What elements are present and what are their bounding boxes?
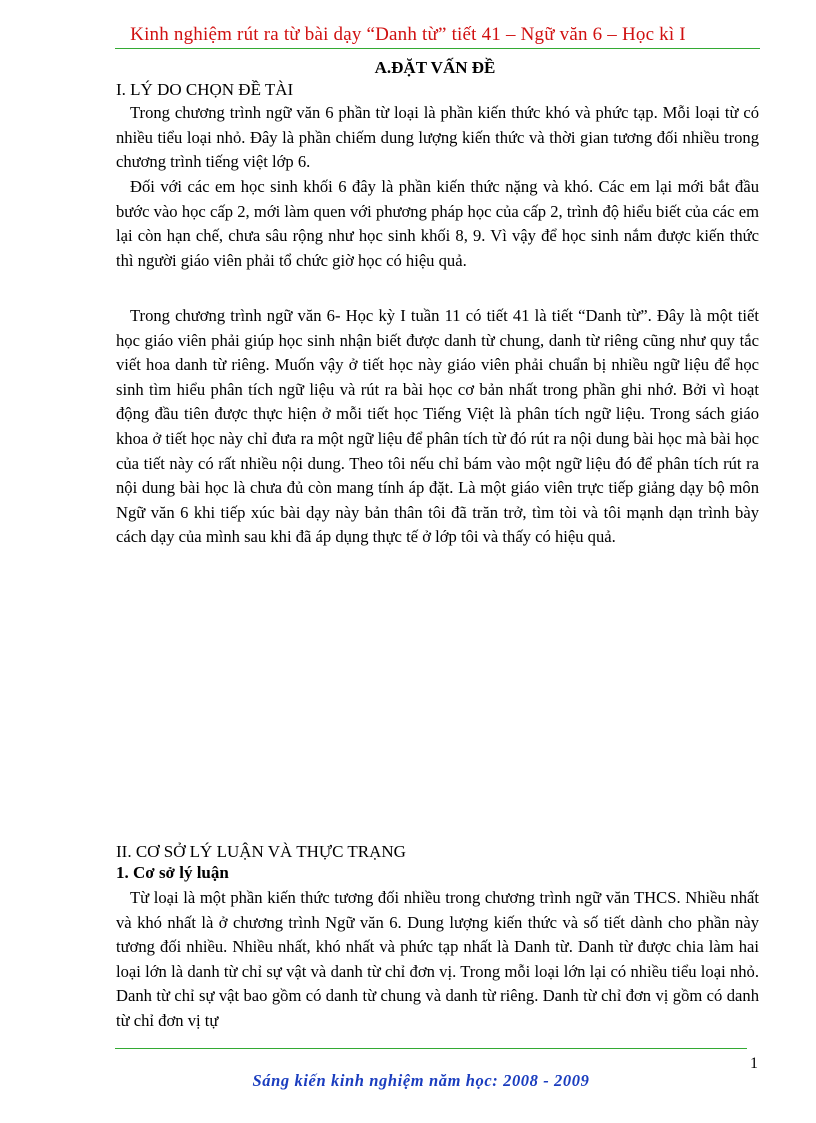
running-footer: Sáng kiến kinh nghiệm năm học: 2008 - 2009 [252,1071,590,1090]
part2-heading: II. CƠ SỞ LÝ LUẬN VÀ THỰC TRẠNG [116,842,406,861]
paragraph-2: Đối với các em học sinh khối 6 đây là phần kiến thức nặng và khó. Các em lại mới bắt đầu bước vào học cấp 2, mới làm quen với phương pháp học của cấp 2, trình độ hiểu biết của các em lại còn hạn chế, chưa sâu rộng như học sinh khối 8, 9. Vì vậy để học sinh nắm được kiến thức thì người giáo viên phải tổ chức giờ học có hiệu quả. [116,177,759,270]
running-header: Kinh nghiệm rút ra từ bài dạy “Danh từ” tiết 41 – Ngữ văn 6 – Học kì I [130,24,686,45]
paragraph-3: Trong chương trình ngữ văn 6- Học kỳ I tuần 11 có tiết 41 là tiết “Danh từ”. Đây là một tiết học giáo viên phải giúp học sinh nhận biết được danh từ chung, danh từ riêng cũng như quy tắc viết hoa danh từ riêng. Muốn vậy ở tiết học này giáo viên phải chuẩn bị nhiều ngữ liệu để học sinh tìm hiểu phân tích ngữ liệu và rút ra bài học cơ bản nhất trong phần ghi nhớ. Bởi vì hoạt động đầu tiên được thực hiện ở mỗi tiết học Tiếng Việt là phân tích ngữ liệu. Trong sách giáo khoa ở tiết học này chỉ đưa ra một ngữ liệu để phân tích từ đó rút ra nội dung bài học mà bài học của tiết này có rất nhiều nội dung. Theo tôi nếu chỉ bám vào một ngữ liệu đó để phân tích rút ra nội dung bài học là chưa đủ còn mang tính áp đặt. Là một giáo viên trực tiếp giảng dạy bộ môn Ngữ văn 6 khi tiếp xúc bài dạy này bản thân tôi đã trăn trở, tìm tòi và tôi mạnh dạn trình bày cách dạy của mình sau khi đã áp dụng thực tế ở lớp tôi và thấy có hiệu quả. [116,306,759,547]
section-title: A.ĐẶT VẤN ĐỀ [374,58,496,77]
part2-subheading: 1. Cơ sở lý luận [116,863,229,882]
footer-divider [115,1048,747,1049]
page-number: 1 [750,1055,758,1072]
paragraph-1: Trong chương trình ngữ văn 6 phần từ loại là phần kiến thức khó và phức tạp. Mỗi loại từ có nhiều tiểu loại nhỏ. Đây là phần chiếm dung lượng kiến thức và thời gian tương đối nhiều trong chương trình tiếng việt lớp 6. [116,103,759,172]
part1-heading: I. LÝ DO CHỌN ĐỀ TÀI [116,80,294,99]
header-divider [115,48,760,49]
paragraph-4: Từ loại là một phần kiến thức tương đối nhiều trong chương trình ngữ văn THCS. Nhiều nhất và khó nhất là ở chương trình Ngữ văn 6. Dung lượng kiến thức và số tiết dành cho phần này tương đối nhiều. Nhiều nhất, khó nhất và phức tạp nhất là Danh từ. Danh từ được chia làm hai loại lớn là danh từ chỉ sự vật và danh từ chỉ đơn vị. Trong mỗi loại lớn lại có nhiều tiểu loại nhỏ. Danh từ chỉ sự vật bao gồm có danh từ chung và danh từ riêng. Danh từ chỉ đơn vị gồm có danh từ chỉ đơn vị tự [116,888,759,1030]
